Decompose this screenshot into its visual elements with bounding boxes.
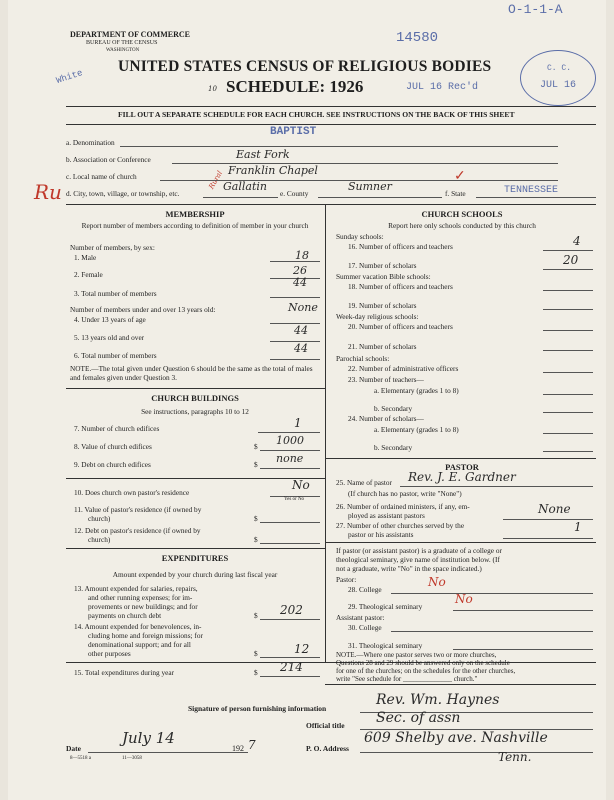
grad-note-1: If pastor (or assistant pastor) is a graduate of a college or <box>336 546 502 555</box>
q18-line <box>543 290 593 291</box>
q12-label-a: 12. Debt on pastor's residence (if owned by <box>74 526 201 535</box>
q8-dollar: $ <box>254 442 258 451</box>
rule-signature <box>325 684 596 685</box>
q3-label: 3. Total number of members <box>74 289 157 298</box>
red-check-mark: ✓ <box>454 169 466 184</box>
q14-dollar: $ <box>254 649 258 658</box>
q23-label: 23. Number of teachers— <box>348 375 424 384</box>
q4-label: 4. Under 13 years of age <box>74 315 146 324</box>
column-divider <box>325 204 326 662</box>
q13-line <box>260 619 320 620</box>
q15-line <box>260 676 320 677</box>
q15-value: 214 <box>280 660 303 674</box>
q26-value: None <box>538 502 571 516</box>
pastor-note-2: Questions 28 and 29 should be answered only on the schedule <box>336 659 510 667</box>
city-label: d. City, town, village, or township, etc. <box>66 189 180 198</box>
q24a-line <box>543 433 593 434</box>
grad-note-3: not a graduate, write "No" in the space indicated.) <box>336 564 482 573</box>
q15-dollar: $ <box>254 668 258 677</box>
rule-instruction <box>66 124 596 125</box>
q25-line <box>400 486 593 487</box>
state-line <box>476 197 596 198</box>
q10-value: No <box>292 478 310 492</box>
weekday-schools-label: Week-day religious schools: <box>336 312 419 321</box>
oval-stamp-top: C. C. <box>547 64 572 73</box>
denomination-label: a. Denomination <box>66 138 115 147</box>
q14-value: 12 <box>294 642 310 656</box>
q7-line <box>258 432 320 433</box>
membership-note: NOTE.—The total given under Question 6 should be the same as the total of males and females given under Question 3. <box>70 364 313 382</box>
q24-label: 24. Number of scholars— <box>348 414 424 423</box>
schedule-title: SCHEDULE: 1926 <box>226 77 364 96</box>
q20-line <box>543 330 593 331</box>
q2-value: 26 <box>293 264 307 277</box>
local-name-value: Franklin Chapel <box>228 164 318 177</box>
q22-line <box>543 372 593 373</box>
q14-line-4: other purposes <box>88 649 131 658</box>
q5-value: 44 <box>294 324 308 337</box>
signature-value: Rev. Wm. Haynes <box>376 692 500 708</box>
rule-grad-note <box>325 542 596 543</box>
form-code: 8—5518 a <box>70 756 91 761</box>
red-margin-mark: Ru <box>34 180 62 204</box>
q27-label-b: pastor or his assistants <box>348 530 414 539</box>
q11-dollar: $ <box>254 514 258 523</box>
q23a-label: a. Elementary (grades 1 to 8) <box>374 386 459 395</box>
received-stamp: JUL 16 Rec'd <box>406 82 479 93</box>
yes-no-caption: Yes or No <box>284 497 305 502</box>
membership-subtitle: Report number of members according to definition of member in your church <box>81 221 309 230</box>
q10-label: 10. Does church own pastor's residence <box>74 488 190 497</box>
q7-value: 1 <box>294 416 302 430</box>
county-value: Sumner <box>348 180 392 193</box>
q20-label: 20. Number of officers and teachers <box>348 322 453 331</box>
form-code-2: 11—3058 <box>122 756 142 761</box>
q13-value: 202 <box>280 603 303 617</box>
q12-dollar: $ <box>254 535 258 544</box>
denomination-line <box>120 146 558 147</box>
q1-label: 1. Male <box>74 253 97 262</box>
city-value: Gallatin <box>223 180 267 193</box>
schools-subtitle: Report here only schools conducted by this church <box>388 221 536 230</box>
po-address-line <box>360 752 593 753</box>
oval-stamp-date: JUL 16 <box>540 80 577 91</box>
expenditures-title: EXPENDITURES <box>161 553 229 563</box>
red-rural-mark: Rural <box>207 169 225 191</box>
q28-label: 28. College <box>348 585 382 594</box>
q25-note: (If church has no pastor, write "None") <box>348 489 462 498</box>
q17-line <box>543 269 593 270</box>
sunday-schools-label: Sunday schools: <box>336 232 384 241</box>
q30-label: 30. College <box>348 623 382 632</box>
bureau-city: WASHINGTON <box>106 48 140 53</box>
q13-line-1: 13. Amount expended for salaries, repairs, <box>74 584 198 593</box>
pastor-note-3: for one of the churches; on the schedules for the other churches, <box>336 667 516 675</box>
association-value: East Fork <box>236 148 290 161</box>
state-label: f. State <box>445 189 466 198</box>
local-name-label: c. Local name of church <box>66 172 137 181</box>
q17-value: 20 <box>563 253 579 267</box>
q25-value: Rev. J. E. Gardner <box>408 470 516 484</box>
q4-value: None <box>288 301 318 314</box>
q5-label: 5. 13 years old and over <box>74 333 145 342</box>
q27-line <box>503 538 593 539</box>
q14-line <box>260 657 320 658</box>
official-title-label: Official title <box>306 721 345 730</box>
q28-line <box>391 593 593 594</box>
sub-note: 10 <box>208 85 217 93</box>
form-title: UNITED STATES CENSUS OF RELIGIOUS BODIES <box>118 58 492 75</box>
q13-line-3: provements or new buildings; and for <box>88 602 198 611</box>
pastor-sub-label: Pastor: <box>336 575 357 584</box>
po-address-value-2: Tenn. <box>498 750 532 764</box>
date-year-prefix: 192 <box>232 744 244 753</box>
q3-value: 44 <box>293 276 307 289</box>
q15-label: 15. Total expenditures during year <box>74 668 175 677</box>
q6-label: 6. Total number of members <box>74 351 157 360</box>
state-value: TENNESSEE <box>504 185 559 196</box>
county-line <box>318 197 442 198</box>
date-value: July 14 <box>122 729 175 747</box>
census-schedule-sheet <box>8 0 606 800</box>
pastor-title: PASTOR <box>445 462 479 472</box>
membership-title: MEMBERSHIP <box>165 209 225 219</box>
q9-value: none <box>276 452 304 465</box>
po-address-value: 609 Shelby ave. Nashville <box>364 730 548 746</box>
department-name: DEPARTMENT OF COMMERCE <box>70 30 191 39</box>
q16-line <box>543 250 593 251</box>
q24b-label: b. Secondary <box>374 443 413 452</box>
rule-pastor <box>325 458 596 459</box>
q2-label: 2. Female <box>74 270 103 279</box>
q19-line <box>543 309 593 310</box>
county-label: e. County <box>280 189 309 198</box>
q7-label: 7. Number of church edifices <box>74 424 160 433</box>
q23b-label: b. Secondary <box>374 404 413 413</box>
q11-line <box>260 522 320 523</box>
association-label: b. Association or Conference <box>66 155 151 164</box>
instruction-line: FILL OUT A SEPARATE SCHEDULE FOR EACH CHURCH. SEE INSTRUCTIONS ON THE BACK OF THIS SHEET <box>118 110 515 119</box>
q26-label-b: ployed as assistant pastors <box>348 511 425 520</box>
q25-label: 25. Name of pastor <box>336 478 392 487</box>
q16-label: 16. Number of officers and teachers <box>348 242 453 251</box>
q22-label: 22. Number of administrative officers <box>348 364 459 373</box>
parochial-schools-label: Parochial schools: <box>336 354 390 363</box>
city-line <box>203 197 278 198</box>
date-year-digit: 7 <box>248 738 256 752</box>
rule-top <box>66 106 596 107</box>
q12-line <box>260 543 320 544</box>
date-line <box>88 752 248 753</box>
bureau-name: BUREAU OF THE CENSUS <box>86 40 158 46</box>
denomination-value: BAPTIST <box>270 126 317 138</box>
vacation-schools-label: Summer vacation Bible schools: <box>336 272 431 281</box>
q29-label: 29. Theological seminary <box>348 602 423 611</box>
q14-line-3: denominational support; and for all <box>88 640 191 649</box>
q6-line <box>270 359 320 360</box>
serial-number: 14580 <box>396 30 439 46</box>
official-title-value: Sec. of assn <box>376 710 461 726</box>
asst-pastor-label: Assistant pastor: <box>336 613 385 622</box>
corner-code: O-1-1-A <box>508 2 563 17</box>
q24a-label: a. Elementary (grades 1 to 8) <box>374 425 459 434</box>
q21-label: 21. Number of scholars <box>348 342 417 351</box>
q26-label-a: 26. Number of ordained ministers, if any, em- <box>336 502 470 511</box>
pastor-note-4: write "See schedule for ______________ church." <box>336 675 478 683</box>
schools-title: CHURCH SCHOOLS <box>421 209 503 219</box>
q31-label: 31. Theological seminary <box>348 641 423 650</box>
q9-label: 9. Debt on church edifices <box>74 460 151 469</box>
membership-by-sex: Number of members, by sex: <box>70 243 155 252</box>
rule-grid-top <box>66 204 596 205</box>
q1-value: 18 <box>295 249 309 262</box>
margin-note: White <box>55 68 84 86</box>
q8-value: 1000 <box>276 434 304 447</box>
q30-line <box>391 631 593 632</box>
q31-line <box>453 649 593 650</box>
q13-line-4: payments on church debt <box>88 611 162 620</box>
q3-line <box>270 297 320 298</box>
q27-label-a: 27. Number of other churches served by the <box>336 521 465 530</box>
grad-note-2: theological seminary, give name of institution below. (If <box>336 555 500 564</box>
q11-label-b: church) <box>88 514 111 523</box>
buildings-subtitle: See instructions, paragraphs 10 to 12 <box>141 407 249 416</box>
q17-label: 17. Number of scholars <box>348 261 417 270</box>
po-address-label: P. O. Address <box>306 744 349 753</box>
rule-grid-bottom <box>66 662 596 663</box>
q12-label-b: church) <box>88 535 111 544</box>
membership-age-intro: Number of members under and over 13 years old: <box>70 305 216 314</box>
rule-q10 <box>66 478 325 479</box>
q23b-line <box>543 412 593 413</box>
q9-line <box>260 468 320 469</box>
q21-line <box>543 350 593 351</box>
q11-label-a: 11. Value of pastor's residence (if owned by <box>74 505 202 514</box>
signature-label: Signature of person furnishing information <box>188 704 327 713</box>
q6-value: 44 <box>294 342 308 355</box>
q9-dollar: $ <box>254 460 258 469</box>
q29-line <box>453 610 593 611</box>
q18-label: 18. Number of officers and teachers <box>348 282 453 291</box>
q8-label: 8. Value of church edifices <box>74 442 152 451</box>
q23a-line <box>543 394 593 395</box>
q8-line <box>260 450 320 451</box>
rule-buildings <box>66 388 325 389</box>
q29-value: No <box>455 592 473 606</box>
date-label: Date <box>66 744 81 753</box>
q24b-line <box>543 451 593 452</box>
q14-line-1: 14. Amount expended for benevolences, in- <box>74 622 202 631</box>
expenditures-subtitle: Amount expended by your church during last fiscal year <box>112 570 278 579</box>
q27-value: 1 <box>574 520 582 534</box>
q28-value: No <box>428 575 446 589</box>
q16-value: 4 <box>573 234 581 248</box>
received-oval-stamp <box>520 50 596 106</box>
pastor-note-1: NOTE.—Where one pastor serves two or more churches, <box>336 651 497 659</box>
q14-line-2: cluding home and foreign missions; for <box>88 631 203 640</box>
q13-dollar: $ <box>254 611 258 620</box>
q19-label: 19. Number of scholars <box>348 301 417 310</box>
q13-line-2: and other running expenses; for im- <box>88 593 193 602</box>
rule-expenditures <box>66 548 325 549</box>
buildings-title: CHURCH BUILDINGS <box>151 393 239 403</box>
